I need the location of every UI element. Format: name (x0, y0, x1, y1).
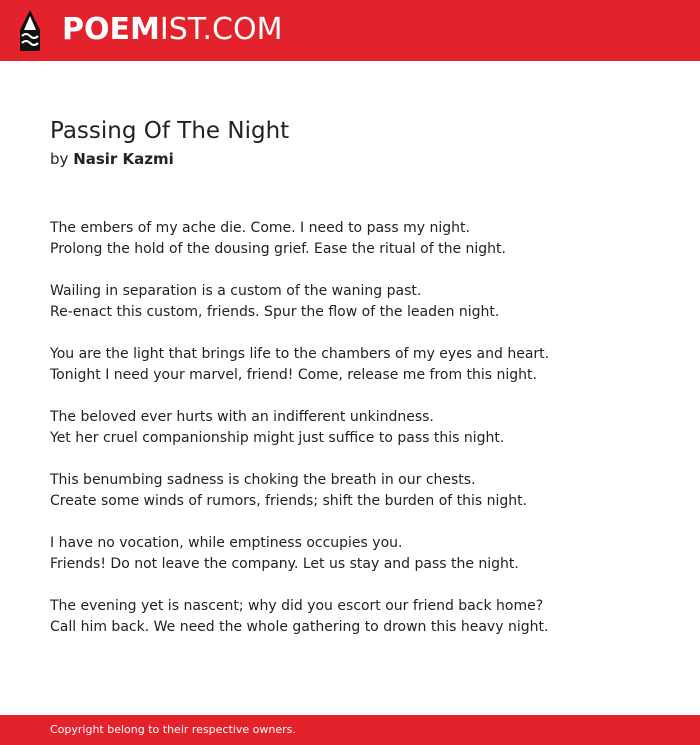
poem-line: Re-enact this custom, friends. Spur the flow of the leaden night. (50, 304, 500, 320)
poem-line: The beloved ever hurts with an indifferent unkindness. (50, 409, 434, 425)
stanza (50, 344, 670, 386)
poem-line: Call him back. We need the whole gathering to drown this heavy night. (50, 619, 549, 635)
stanza (50, 470, 670, 512)
poem-line: Prolong the hold of the dousing grief. Ease the ritual of the night. (50, 241, 506, 257)
poem-line: You are the light that brings life to the chambers of my eyes and heart. (50, 346, 550, 362)
poem-line: Wailing in separation is a custom of the waning past. (50, 283, 422, 299)
stanza (50, 281, 670, 323)
poem-line: I have no vocation, while emptiness occupies you. (50, 535, 403, 551)
pen-nib-icon[interactable] (18, 10, 42, 51)
site-header (0, 0, 700, 61)
copyright-text: Copyright belong to their respective owners. (50, 723, 296, 736)
poem-line: The embers of my ache die. Come. I need to pass my night. (50, 220, 470, 236)
poem-line: Friends! Do not leave the company. Let us stay and pass the night. (50, 556, 519, 572)
stanza (50, 533, 670, 575)
site-footer (0, 715, 700, 745)
poem-line: Create some winds of rumors, friends; shift the burden of this night. (50, 493, 528, 509)
stanza (50, 218, 670, 260)
poem-body (50, 218, 670, 659)
stanza (50, 596, 670, 638)
logo-bold-text: POEM (62, 12, 160, 47)
poem-line: Yet her cruel companionship might just suffice to pass this night. (50, 430, 505, 446)
poem-line: Tonight I need your marvel, friend! Come, release me from this night. (50, 367, 537, 383)
poem-line: This benumbing sadness is choking the breath in our chests. (50, 472, 476, 488)
poem-line: The evening yet is nascent; why did you escort our friend back home? (50, 598, 544, 614)
poem-byline (50, 148, 174, 170)
poem-title: Passing Of The Night (50, 118, 290, 144)
site-logo[interactable] (62, 12, 282, 48)
by-label: by (50, 150, 69, 168)
logo-light-text: IST.COM (159, 12, 283, 47)
poem-author: Nasir Kazmi (73, 150, 174, 168)
stanza (50, 407, 670, 449)
